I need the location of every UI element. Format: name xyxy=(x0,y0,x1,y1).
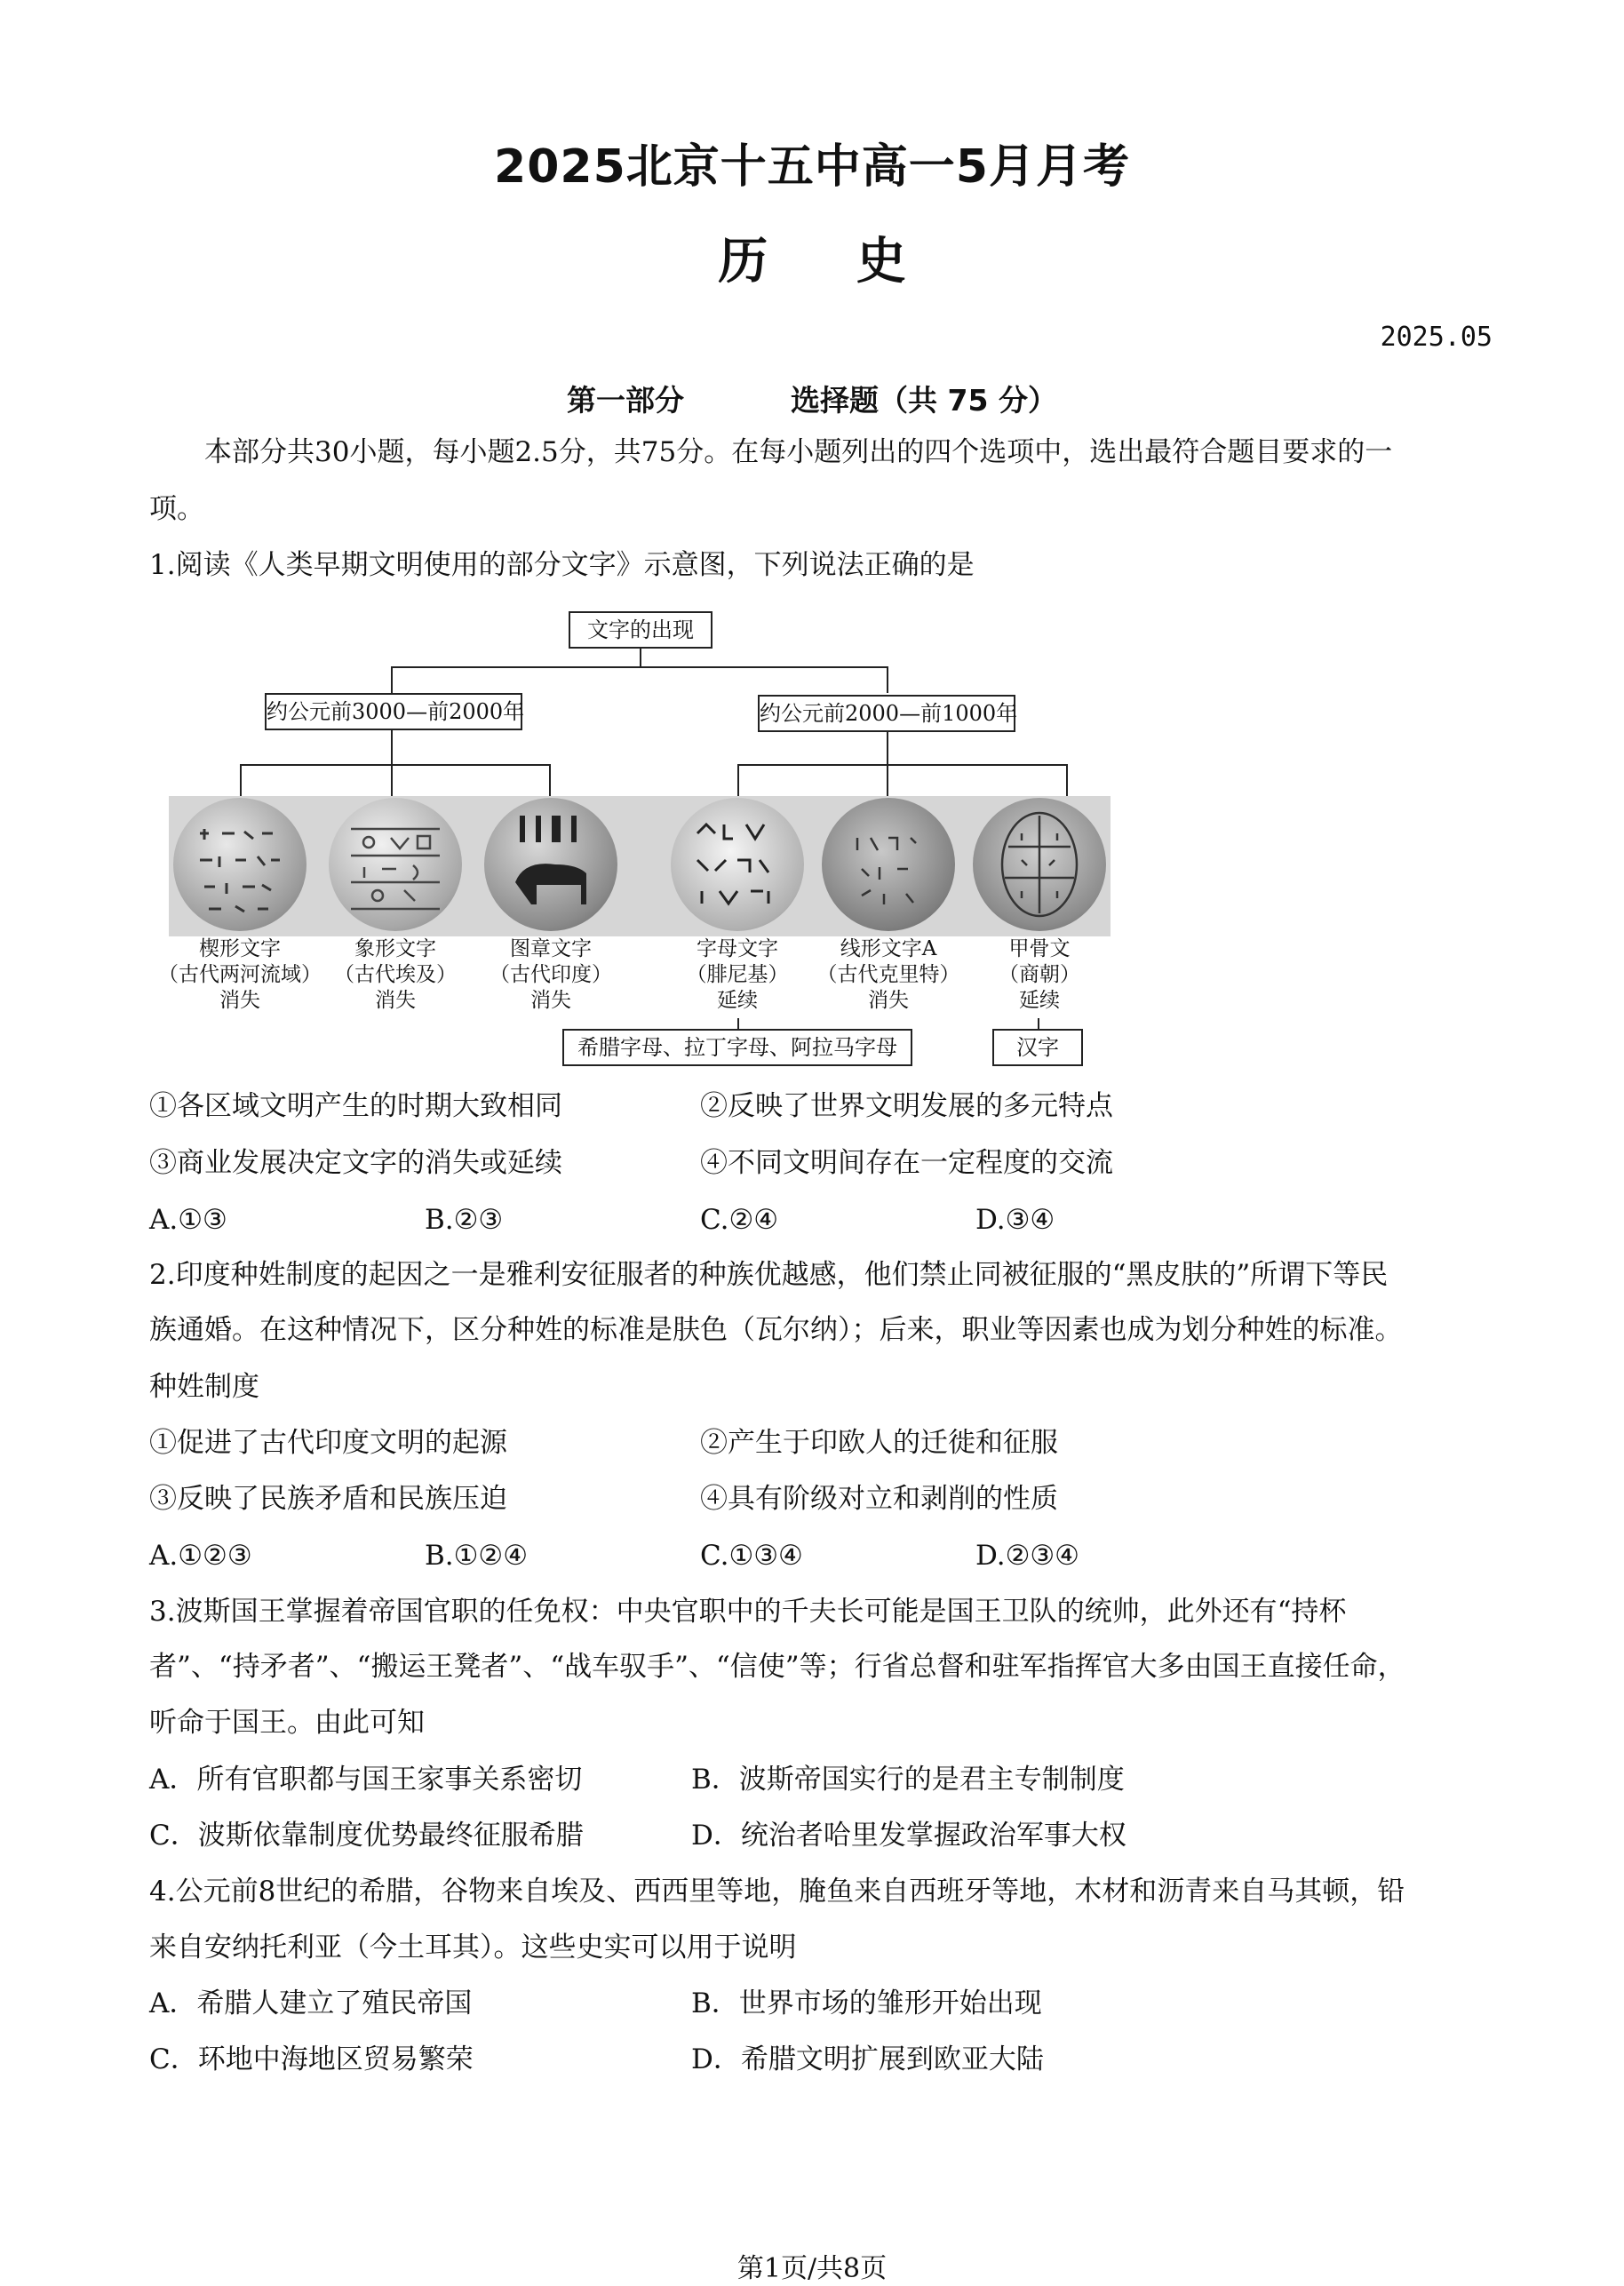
connector xyxy=(391,764,393,796)
q2-statement-4: ④具有阶级对立和剥削的性质 xyxy=(700,1483,1058,1515)
script-fate: 延续 xyxy=(1019,989,1060,1012)
script-fate: 消失 xyxy=(530,989,571,1012)
script-place: （商朝） xyxy=(999,963,1080,986)
connector xyxy=(549,764,551,796)
connector xyxy=(1038,1018,1039,1029)
connector xyxy=(887,764,888,796)
q2-statement-1: ①促进了古代印度文明的起源 xyxy=(149,1427,507,1459)
q1-statement-3: ③商业发展决定文字的消失或延续 xyxy=(149,1147,562,1179)
script-caption xyxy=(462,936,640,1014)
instruction-line-2: 项。 xyxy=(149,493,204,525)
script-place: （古代两河流域） xyxy=(158,963,322,986)
period-box-2: 约公元前2000—前1000年 xyxy=(758,695,1015,732)
q3-stem-line-2: 者”、“持矛者”、“搬运王凳者”、“战车驭手”、“信使”等；行省总督和驻军指挥官大多由国王直接任命， xyxy=(149,1651,1405,1683)
script-place: （古代印度） xyxy=(490,963,612,986)
period-box-1: 约公元前3000—前2000年 xyxy=(265,693,522,730)
connector xyxy=(1066,764,1068,796)
successor-box-hanzi: 汉字 xyxy=(992,1029,1083,1066)
q2-option-a[interactable]: A.①②③ xyxy=(149,1540,252,1572)
q1-option-c[interactable]: C.②④ xyxy=(700,1204,779,1236)
script-fate: 延续 xyxy=(717,989,758,1012)
section-part: 第一部分 xyxy=(567,383,685,418)
successor-box-alphabets: 希腊字母、拉丁字母、阿拉马字母 xyxy=(562,1029,912,1066)
writing-systems-diagram xyxy=(0,0,1624,1084)
q2-option-d[interactable]: D.②③④ xyxy=(975,1540,1079,1572)
script-fate: 消失 xyxy=(375,989,416,1012)
connector xyxy=(737,764,739,796)
q4-option-c[interactable]: C．环地中海地区贸易繁荣 xyxy=(149,2043,474,2075)
q1-statement-2: ②反映了世界文明发展的多元特点 xyxy=(700,1090,1113,1122)
q4-option-b[interactable]: B．世界市场的雏形开始出现 xyxy=(691,1987,1042,2019)
connector xyxy=(640,647,641,666)
photo-band xyxy=(169,796,1111,936)
q2-stem-line-2: 族通婚。在这种情况下，区分种姓的标准是肤色（瓦尔纳）；后来，职业等因素也成为划分种姓的标准。 xyxy=(149,1314,1403,1346)
exam-title: 2025北京十五中高一5月月考 xyxy=(494,140,1130,194)
q2-option-b[interactable]: B.①②④ xyxy=(425,1540,529,1572)
q3-option-d[interactable]: D．统治者哈里发掌握政治军事大权 xyxy=(691,1820,1126,1852)
connector xyxy=(737,764,1068,766)
q4-stem-line-1: 4.公元前8世纪的希腊，谷物来自埃及、西西里等地，腌鱼来自西班牙等地，木材和沥青来自马其顿，铅 xyxy=(149,1876,1405,1908)
q1-option-d[interactable]: D.③④ xyxy=(975,1204,1055,1236)
script-caption xyxy=(306,936,484,1014)
q4-option-d[interactable]: D．希腊文明扩展到欧亚大陆 xyxy=(691,2043,1044,2075)
q3-option-a[interactable]: A．所有官职都与国王家事关系密切 xyxy=(149,1764,583,1796)
q3-stem-line-3: 听命于国王。由此可知 xyxy=(149,1707,425,1739)
q2-stem-line-1: 2.印度种姓制度的起因之一是雅利安征服者的种族优越感，他们禁止同被征服的“黑皮肤的”所谓下等民 xyxy=(149,1259,1389,1291)
cuneiform-tablet-image xyxy=(173,798,306,931)
connector xyxy=(240,764,242,796)
q1-option-b[interactable]: B.②③ xyxy=(425,1204,504,1236)
q3-option-c[interactable]: C．波斯依靠制度优势最终征服希腊 xyxy=(149,1820,584,1852)
script-place: （古代克里特） xyxy=(816,963,960,986)
diagram-root-box: 文字的出现 xyxy=(569,611,712,649)
connector xyxy=(391,729,393,764)
script-name: 字母文字 xyxy=(697,937,778,960)
connector xyxy=(391,666,888,668)
exam-date: 2025.05 xyxy=(1380,322,1493,353)
q2-option-c[interactable]: C.①③④ xyxy=(700,1540,803,1572)
section-name: 选择题（共 75 分） xyxy=(791,383,1057,418)
page-number: 第1页/共8页 xyxy=(736,2253,888,2284)
q1-statement-1: ①各区域文明产生的时期大致相同 xyxy=(149,1090,562,1122)
hieroglyph-image xyxy=(329,798,462,931)
instruction-line-1: 本部分共30小题，每小题2.5分，共75分。在每小题列出的四个选项中，选出最符合题目要求的一 xyxy=(204,436,1393,468)
q4-stem-line-2: 来自安纳托利亚（今土耳其）。这些史实可以用于说明 xyxy=(149,1932,797,1963)
connector xyxy=(887,730,888,764)
phoenician-alphabet-image xyxy=(671,798,804,931)
script-place: （腓尼基） xyxy=(686,963,789,986)
q3-stem-line-1: 3.波斯国王掌握着帝国官职的任免权：中央官职中的千夫长可能是国王卫队的统帅，此外还有“持杯 xyxy=(149,1596,1347,1628)
script-place: （古代埃及） xyxy=(334,963,457,986)
script-fate: 消失 xyxy=(868,989,909,1012)
q1-statement-4: ④不同文明间存在一定程度的交流 xyxy=(700,1147,1113,1179)
indus-seal-image xyxy=(484,798,617,931)
script-caption xyxy=(151,936,329,1014)
script-name: 甲骨文 xyxy=(1008,937,1071,960)
script-name: 线形文字A xyxy=(840,937,937,960)
subject-title: 历 史 xyxy=(718,233,906,291)
script-fate: 消失 xyxy=(219,989,260,1012)
script-name: 楔形文字 xyxy=(199,937,281,960)
q2-statement-2: ②产生于印欧人的迁徙和征服 xyxy=(700,1427,1058,1459)
connector xyxy=(737,1018,739,1029)
connector xyxy=(240,764,551,766)
oracle-bone-image xyxy=(973,798,1106,931)
connector xyxy=(391,666,393,693)
q1-option-a[interactable]: A.①③ xyxy=(149,1204,227,1236)
script-name: 象形文字 xyxy=(354,937,436,960)
script-caption xyxy=(951,936,1128,1014)
script-name: 图章文字 xyxy=(510,937,592,960)
q1-stem: 1.阅读《人类早期文明使用的部分文字》示意图，下列说法正确的是 xyxy=(149,549,975,581)
connector xyxy=(887,666,888,693)
q2-statement-3: ③反映了民族矛盾和民族压迫 xyxy=(149,1483,507,1515)
q2-stem-line-3: 种姓制度 xyxy=(149,1371,259,1403)
linear-a-image xyxy=(822,798,955,931)
q3-option-b[interactable]: B．波斯帝国实行的是君主专制制度 xyxy=(691,1764,1125,1796)
q4-option-a[interactable]: A．希腊人建立了殖民帝国 xyxy=(149,1987,473,2019)
